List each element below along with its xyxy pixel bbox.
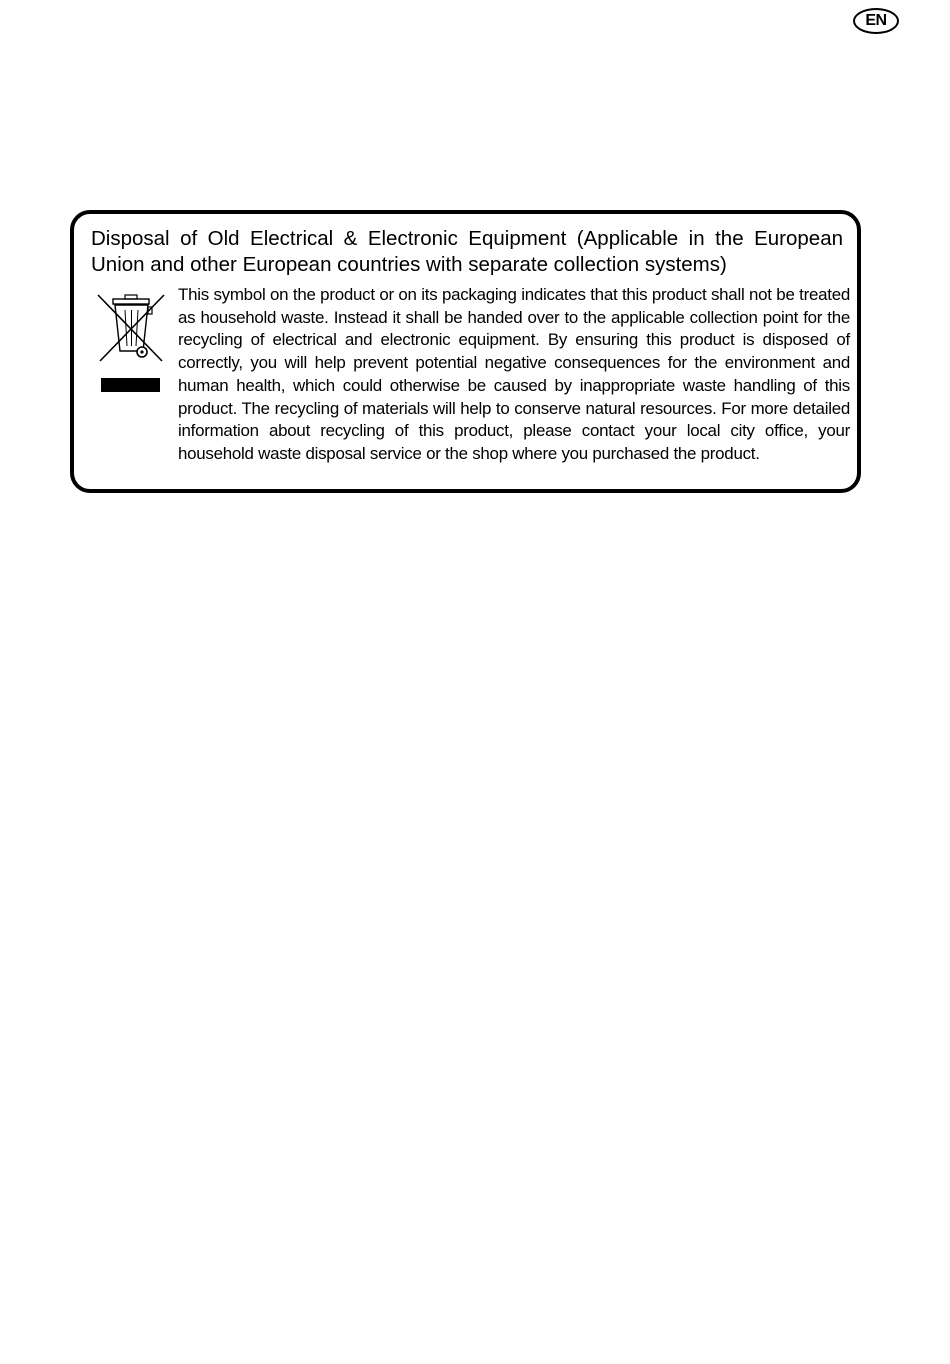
language-badge: EN — [853, 8, 899, 34]
crossed-out-wheelie-bin-icon — [96, 290, 166, 394]
notice-title: Disposal of Old Electrical & Electronic Equipment (Applicable in the European Union and other European countries with separate collection systems) — [91, 227, 843, 276]
notice-body-text: This symbol on the product or on its packaging indicates that this product shall not be treated as household waste. Instead it shall be handed over to the applicable collection point for the recycling of electrical and electronic equipment. By ensuring this product is disposed of correctly, you will help prevent potential negative consequences for the environment and human health, which could otherwise be caused by inappropriate waste handling of this product. The recycling of materials will help to conserve natural resources. For more detailed information about recycling of this product, please contact your local city office, your household waste disposal service or the shop where you purchased the product. — [178, 285, 850, 463]
weee-disposal-notice — [70, 210, 861, 493]
